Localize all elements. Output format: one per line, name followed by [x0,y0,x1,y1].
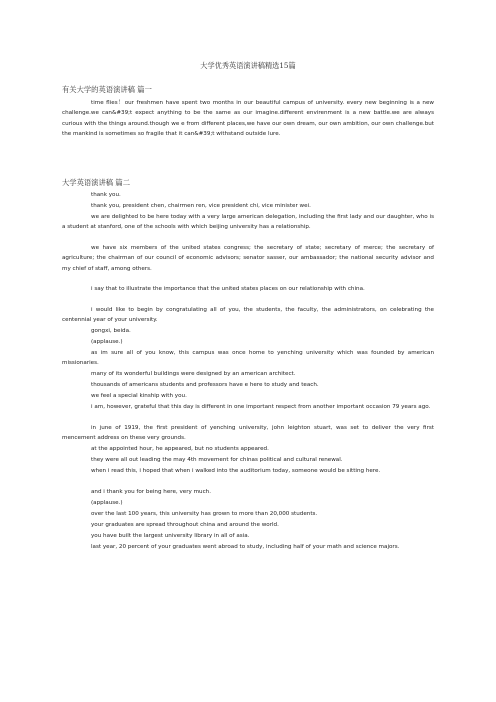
paragraph: many of its wonderful buildings were designed by an american architect. [91,371,296,377]
paragraph: we feel a special kinship with you. [91,393,187,399]
paragraph: gongxi, beida. [91,328,131,334]
paragraph: (applause.) [91,339,123,345]
paragraph: and i thank you for being here, very much. [91,489,212,495]
paragraph: as im sure all of you know, this campus was once home to yenching university which was founded by american missionaries. [62,350,434,367]
paragraph: at the appointed hour, he appeared, but no students appeared. [91,446,269,452]
section1-paragraph: time flies！our freshmen have spent two months in our beautiful campus of university. every new beginning is a new challenge.we can&#39;t expect anything to be the same as our imagine.different envirenment is a new battle.we are always curious with the things around.though we e from different places,we have our own dream, our own ambition, our own challenge.but the mankind is sometimes so fragile that it can&#39;t withstand outside lure. [62,100,434,138]
paragraph: they were all out leading the may 4th movement for chinas political and cultural renewal. [91,457,343,463]
paragraph: thousands of americans students and professors have e here to study and teach. [91,382,319,388]
paragraph: in june of 1919, the first president of yenching university, john leighton stuart, was set to deliver the very first mencement address on these very grounds. [62,425,434,442]
paragraph: i would like to begin by congratulating all of you, the students, the faculty, the administrators, on celebrating the centennial year of your university. [62,307,434,324]
paragraph: i say that to illustrate the importance that the united states places on our relationship with china. [91,286,365,292]
paragraph: i am, however, grateful that this day is different in one important respect from another important occasion 79 years ago. [91,404,431,410]
paragraph: your graduates are spread throughout china and around the world. [91,522,279,528]
paragraph: thank you. [91,192,121,198]
section-heading-2: 大学英语演讲稿 篇二 [62,178,130,187]
paragraph: thank you, president chen, chairmen ren, vice president chi, vice minister wei. [91,203,311,209]
section-heading-1: 有关大学的英语演讲稿 篇一 [62,85,152,94]
document-title: 大学优秀英语演讲稿精选15篇 [200,61,296,70]
paragraph: last year, 20 percent of your graduates went abroad to study, including half of your math and science majors. [91,544,400,550]
paragraph: when i read this, i hoped that when i walked into the auditorium today, someone would be sitting here. [91,468,381,474]
paragraph: we have six members of the united states congress; the secretary of state; secretary of merce; the secretary of agriculture; the chairman of our council of economic advisors; senator sasser, our ambassador; the national security advisor and my chief of staff, among others. [62,245,434,272]
paragraph: you have built the largest university library in all of asia. [91,533,250,539]
paragraph: we are delighted to be here today with a very large american delegation, including the first lady and our daughter, who is a student at stanford, one of the schools with which beijing university has a relationship. [62,214,434,231]
paragraph: over the last 100 years, this university has grown to more than 20,000 students. [91,511,318,517]
paragraph: (applause.) [91,500,123,506]
